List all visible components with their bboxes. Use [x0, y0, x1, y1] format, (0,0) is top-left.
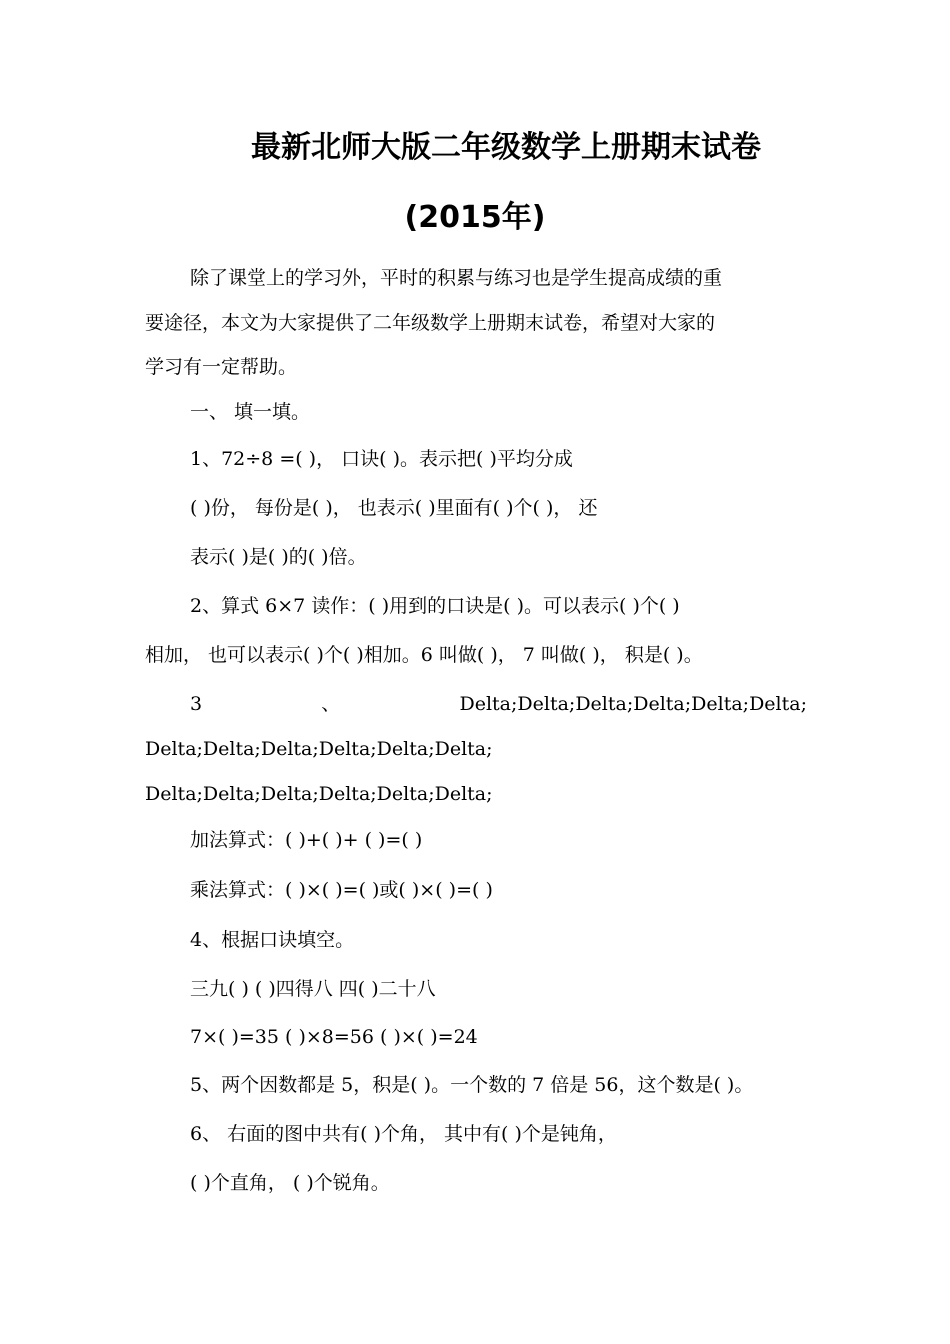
- question-3-number: 3: [190, 693, 203, 715]
- question-1-line-2: ( )份， 每份是( )， 也表示( )里面有( )个( )， 还: [190, 497, 598, 519]
- question-6-line-2: ( )个直角， ( )个锐角。: [190, 1172, 390, 1194]
- question-4-row-2: 7×( )=35 ( )×8=56 ( )×( )=24: [190, 1026, 478, 1048]
- question-3-symbols-row-3: Delta;Delta;Delta;Delta;Delta;Delta;: [145, 783, 493, 805]
- intro-line-1: 除了课堂上的学习外，平时的积累与练习也是学生提高成绩的重: [190, 267, 723, 289]
- question-3-multiplication: 乘法算式：( )×( )=( )或( )×( )=( ): [190, 879, 493, 901]
- question-2-line-2: 相加， 也可以表示( )个( )相加。6 叫做( )， 7 叫做( )， 积是( )。: [145, 644, 703, 666]
- intro-line-3: 学习有一定帮助。: [145, 356, 298, 378]
- question-2-line-1: 2、算式 6×7 读作：( )用到的口诀是( )。可以表示( )个( ): [190, 595, 680, 617]
- question-6-line-1: 6、 右面的图中共有( )个角， 其中有( )个是钝角，: [190, 1123, 617, 1145]
- question-3-separator: 、: [321, 693, 341, 715]
- section-heading: 一、 填一填。: [190, 401, 311, 423]
- question-1-line-1: 1、72÷8 =( )， 口诀( )。表示把( )平均分成: [190, 448, 573, 470]
- question-3-addition: 加法算式：( )+( )+ ( )=( ): [190, 829, 423, 851]
- question-4-row-1: 三九( ) ( )四得八 四( )二十八: [190, 978, 436, 1000]
- intro-line-2: 要途径，本文为大家提供了二年级数学上册期末试卷，希望对大家的: [145, 312, 716, 334]
- question-3-line-1: [190, 690, 807, 718]
- document-subtitle-year: (2015年): [404, 200, 546, 235]
- question-1-line-3: 表示( )是( )的( )倍。: [190, 546, 367, 568]
- question-3-symbols-row-2: Delta;Delta;Delta;Delta;Delta;Delta;: [145, 738, 493, 760]
- question-5: 5、两个因数都是 5，积是( )。一个数的 7 倍是 56，这个数是( )。: [190, 1074, 754, 1096]
- document-title: 最新北师大版二年级数学上册期末试卷: [251, 130, 761, 165]
- question-3-symbols-row-1: Delta;Delta;Delta;Delta;Delta;Delta;: [459, 693, 807, 715]
- question-4-title: 4、根据口诀填空。: [190, 929, 355, 951]
